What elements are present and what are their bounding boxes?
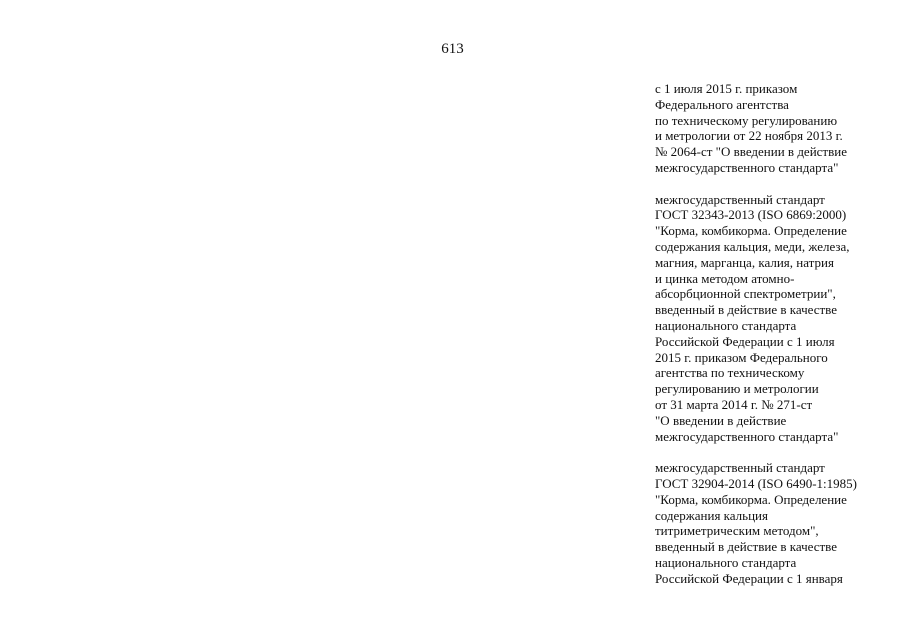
text-line: абсорбционной спектрометрии", xyxy=(655,286,836,302)
text-line: магния, марганца, калия, натрия xyxy=(655,254,834,270)
text-line: "Корма, комбикорма. Определение xyxy=(655,223,847,239)
paragraph-effective-date-note xyxy=(655,81,900,176)
paragraph-gost-32904-2014 xyxy=(655,460,900,586)
text-line: Российской Федерации с 1 июля xyxy=(655,333,835,349)
text-line: Российской Федерации с 1 января xyxy=(655,570,843,586)
text-line: и цинка методом атомно- xyxy=(655,270,795,286)
paragraph-gost-32343-2013 xyxy=(655,192,900,445)
text-line: Федерального агентства xyxy=(655,96,789,112)
text-line: межгосударственного стандарта" xyxy=(655,428,839,444)
text-line: по техническому регулированию xyxy=(655,112,838,128)
text-line: "Корма, комбикорма. Определение xyxy=(655,491,847,507)
text-line: с 1 июля 2015 г. приказом xyxy=(655,81,798,96)
text-line: "О введении в действие xyxy=(655,412,787,428)
text-line: введенный в действие в качестве xyxy=(655,302,838,318)
text-line: агентства по техническому xyxy=(655,365,805,381)
text-line: ГОСТ 32343-2013 (ISO 6869:2000) xyxy=(655,207,847,223)
text-line: национального стандарта xyxy=(655,317,797,333)
text-line: титриметрическим методом", xyxy=(655,523,819,539)
text-line: регулированию и метрологии xyxy=(655,381,819,397)
text-line: от 31 марта 2014 г. № 271-ст xyxy=(655,396,813,412)
document-text-column xyxy=(655,81,900,602)
text-line: и метрологии от 22 ноября 2013 г. xyxy=(655,128,843,144)
text-line: № 2064-ст "О введении в действие xyxy=(655,144,847,160)
text-line: ГОСТ 32904-2014 (ISO 6490-1:1985) xyxy=(655,475,857,491)
text-line: межгосударственный стандарт xyxy=(655,460,825,476)
text-line: содержания кальция, меди, железа, xyxy=(655,238,850,254)
page-number: 613 xyxy=(441,41,464,57)
text-line: национального стандарта xyxy=(655,554,797,570)
text-line: межгосударственного стандарта" xyxy=(655,159,839,175)
text-line: межгосударственный стандарт xyxy=(655,191,825,207)
text-line: содержания кальция xyxy=(655,507,768,523)
text-line: 2015 г. приказом Федерального xyxy=(655,349,828,365)
text-line: введенный в действие в качестве xyxy=(655,539,838,555)
